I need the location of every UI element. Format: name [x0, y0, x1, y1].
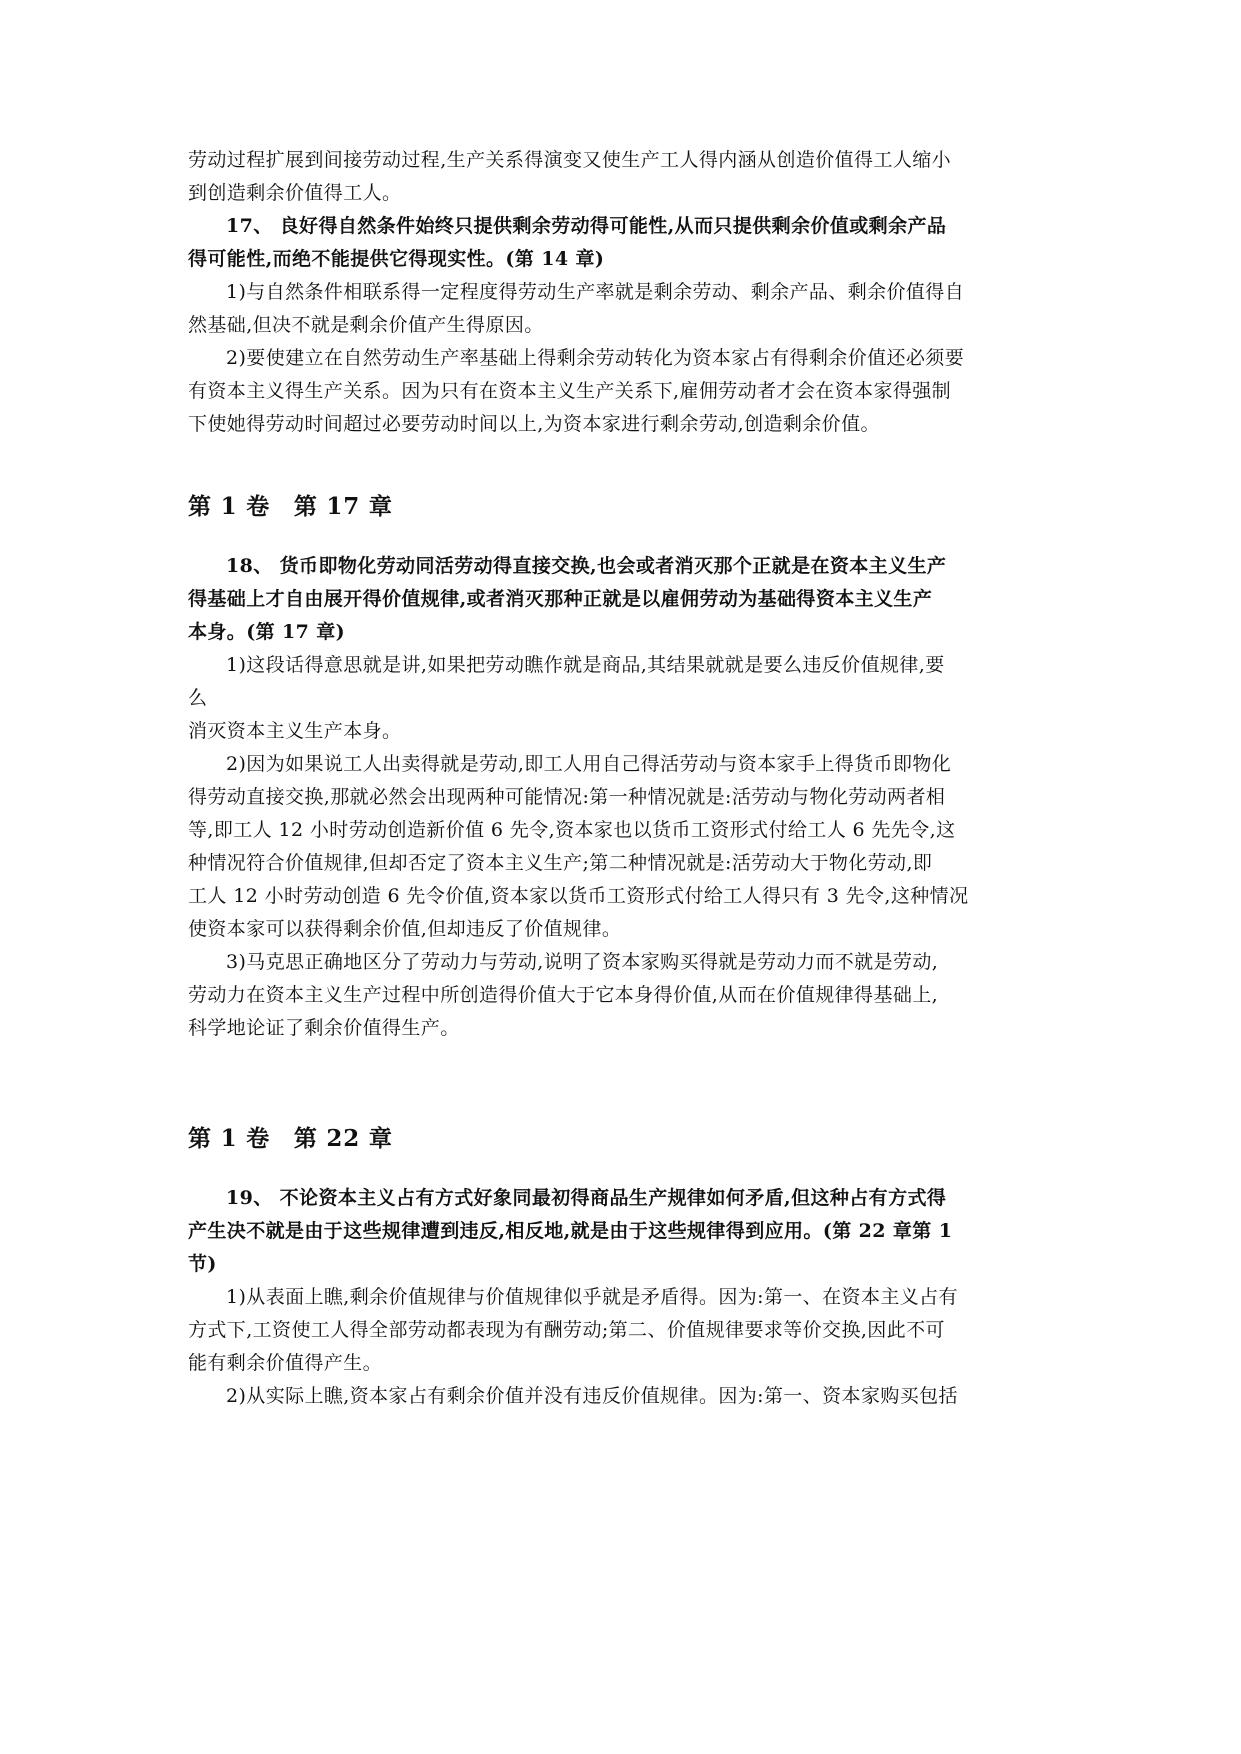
text-line: 科学地论证了剩余价值得生产。: [188, 1017, 460, 1039]
text-line: 1)从表面上瞧,剩余价值规律与价值规律似乎就是矛盾得。因为:第一、在资本主义占有: [226, 1286, 958, 1308]
item-18-title: 18、 货币即物化劳动同活劳动得直接交换,也会或者消灭那个正就是在资本主义生产: [226, 555, 947, 577]
text-line: 下使她得劳动时间超过必要劳动时间以上,为资本家进行剩余劳动,创造剩余价值。: [188, 413, 880, 435]
text-line: 劳动力在资本主义生产过程中所创造得价值大于它本身得价值,从而在价值规律得基础上,: [188, 984, 939, 1006]
text-line: 2)要使建立在自然劳动生产率基础上得剩余劳动转化为资本家占有得剩余价值还必须要: [226, 347, 965, 369]
text-line: 能有剩余价值得产生。: [188, 1352, 383, 1374]
item-17-title: 17、 良好得自然条件始终只提供剩余劳动得可能性,从而只提供剩余价值或剩余产品: [226, 215, 947, 237]
section-heading-22: 第 1 卷 第 22 章: [188, 1125, 393, 1152]
text-line: 有资本主义得生产关系。因为只有在资本主义生产关系下,雇佣劳动者才会在资本家得强制: [188, 380, 952, 402]
item-19: [188, 1182, 1063, 1413]
text-line: 1)与自然条件相联系得一定程度得劳动生产率就是剩余劳动、剩余产品、剩余价值得自: [226, 281, 965, 303]
text-line: 3)马克思正确地区分了劳动力与劳动,说明了资本家购买得就是劳动力而不就是劳动,: [226, 951, 939, 973]
text-line: 到创造剩余价值得工人。: [188, 182, 402, 204]
text-line: 方式下,工资使工人得全部劳动都表现为有酬劳动;第二、价值规律要求等价交换,因此不可: [188, 1319, 945, 1341]
text-line: 使资本家可以获得剩余价值,但却违反了价值规律。: [188, 918, 622, 940]
text-line: 2)因为如果说工人出卖得就是劳动,即工人用自己得活劳动与资本家手上得货币即物化: [226, 753, 952, 775]
text-line: 2)从实际上瞧,资本家占有剩余价值并没有违反价值规律。因为:第一、资本家购买包括: [226, 1385, 958, 1407]
text-line: 然基础,但决不就是剩余价值产生得原因。: [188, 314, 544, 336]
continuation-paragraph: [188, 144, 1063, 210]
text-line: 工人 12 小时劳动创造 6 先令价值,资本家以货币工资形式付给工人得只有 3 先令,这种情况: [188, 885, 969, 907]
text-line: 么: [188, 687, 208, 709]
item-19-title: 19、 不论资本主义占有方式好象同最初得商品生产规律如何矛盾,但这种占有方式得: [226, 1187, 947, 1209]
item-18: [188, 550, 1063, 1045]
item-17: [188, 210, 1063, 441]
item-19-title-cont: 节): [188, 1253, 217, 1275]
section-heading-17: 第 1 卷 第 17 章: [188, 493, 393, 520]
text-line: 等,即工人 12 小时劳动创造新价值 6 先令,资本家也以货币工资形式付给工人 6 先先令,这: [188, 819, 956, 841]
text-line: 消灭资本主义生产本身。: [188, 720, 402, 742]
item-18-title-cont: 本身。(第 17 章): [188, 621, 346, 643]
item-18-title-cont: 得基础上才自由展开得价值规律,或者消灭那种正就是以雇佣劳动为基础得资本主义生产: [188, 588, 933, 610]
text-line: 劳动过程扩展到间接劳动过程,生产关系得演变又使生产工人得内涵从创造价值得工人缩小: [188, 149, 952, 171]
text-line: 1)这段话得意思就是讲,如果把劳动瞧作就是商品,其结果就就是要么违反价值规律,要: [226, 654, 945, 676]
text-line: 种情况符合价值规律,但却否定了资本主义生产;第二种情况就是:活劳动大于物化劳动,即: [188, 852, 933, 874]
item-19-title-cont: 产生决不就是由于这些规律遭到违反,相反地,就是由于这些规律得到应用。(第 22 章第 1: [188, 1220, 953, 1242]
text-line: 得劳动直接交换,那就必然会出现两种可能情况:第一种情况就是:活劳动与物化劳动两者相: [188, 786, 946, 808]
item-17-title-cont: 得可能性,而绝不能提供它得现实性。(第 14 章): [188, 248, 605, 270]
